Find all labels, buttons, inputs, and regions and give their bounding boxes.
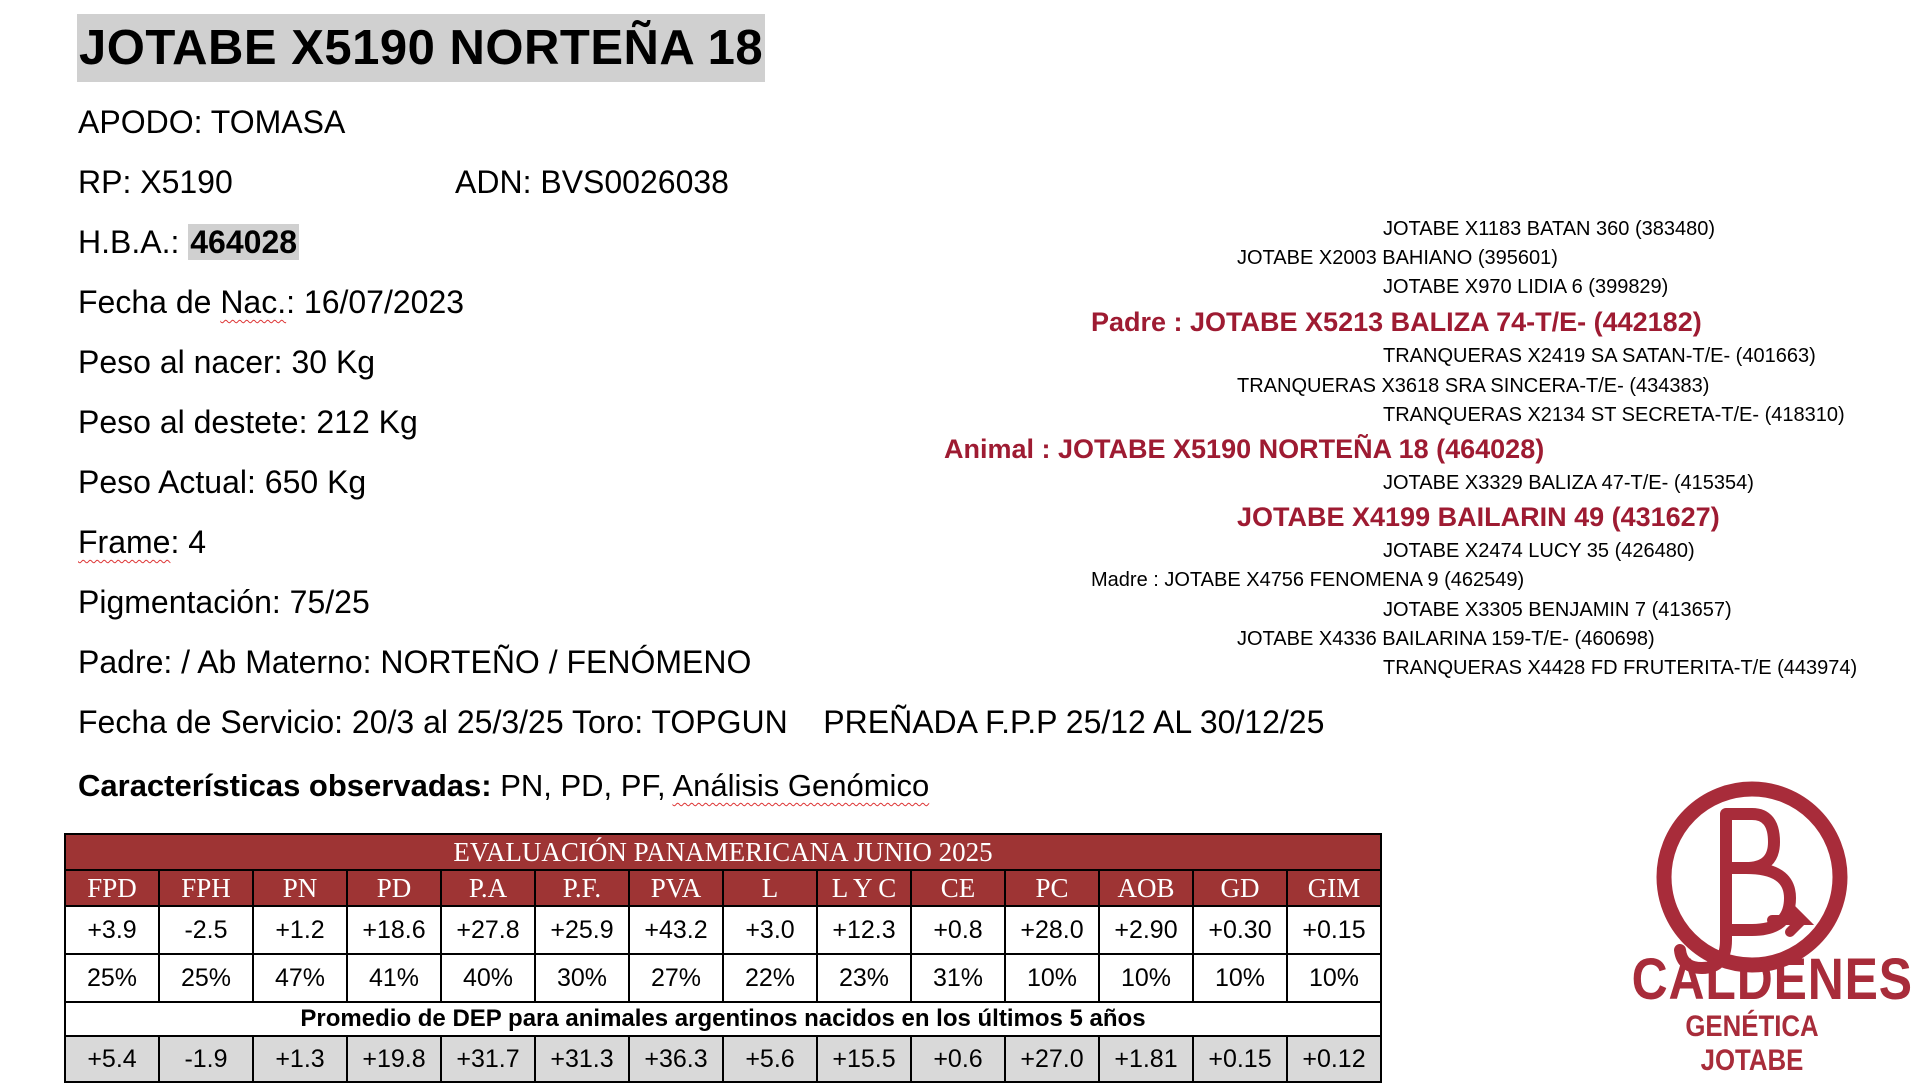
- brand-subtitle: GENÉTICA JOTABE: [1685, 1010, 1819, 1077]
- fecha-label: Fecha de: [78, 284, 221, 320]
- peso-nacer: Peso al nacer: 30 Kg: [78, 344, 376, 380]
- evaluation-note: Promedio de DEP para animales argentinos nacidos en los últimos 5 años: [65, 1002, 1381, 1036]
- eval-average-cell: +31.3: [535, 1036, 629, 1082]
- eval-percentile-cell: 10%: [1005, 954, 1099, 1002]
- page-title: JOTABE X5190 NORTEÑA 18: [77, 14, 765, 82]
- pedigree-line: JOTABE X970 LIDIA 6 (399829): [1383, 276, 1669, 298]
- pedigree-animal: Animal : JOTABE X5190 NORTEÑA 18 (464028): [944, 434, 1545, 464]
- eval-percentile-cell: 23%: [817, 954, 911, 1002]
- eval-dep-cell: +25.9: [535, 906, 629, 954]
- frame: [78, 522, 206, 562]
- eval-percentile-cell: 25%: [65, 954, 159, 1002]
- hba-value: 464028: [190, 224, 298, 260]
- pedigree-line: JOTABE X3305 BENJAMIN 7 (413657): [1383, 599, 1732, 621]
- apodo: APODO: TOMASA: [78, 104, 346, 140]
- evaluation-table: [64, 833, 1382, 1083]
- eval-average-cell: +0.6: [911, 1036, 1005, 1082]
- eval-dep-cell: +3.0: [723, 906, 817, 954]
- eval-percentile-cell: 41%: [347, 954, 441, 1002]
- eval-dep-cell: +1.2: [253, 906, 347, 954]
- eval-average-cell: +5.6: [723, 1036, 817, 1082]
- pedigree-padre: Padre : JOTABE X5213 BALIZA 74-T/E- (442182): [1091, 307, 1702, 337]
- eval-header-cell: PC: [1005, 870, 1099, 906]
- pigmentacion: Pigmentación: 75/25: [78, 584, 370, 620]
- eval-percentile-cell: 27%: [629, 954, 723, 1002]
- eval-percentile-cell: 47%: [253, 954, 347, 1002]
- fecha-value: : 16/07/2023: [286, 284, 465, 320]
- pedigree-line: JOTABE X3329 BALIZA 47-T/E- (415354): [1383, 472, 1754, 494]
- eval-percentile-cell: 25%: [159, 954, 253, 1002]
- eval-header-cell: AOB: [1099, 870, 1193, 906]
- pedigree-line: JOTABE X1183 BATAN 360 (383480): [1383, 218, 1716, 240]
- eval-average-cell: +19.8: [347, 1036, 441, 1082]
- frame-value: : 4: [170, 524, 207, 560]
- pedigree-line: JOTABE X4336 BAILARINA 159-T/E- (460698): [1237, 628, 1655, 650]
- adn: ADN: BVS0026038: [455, 164, 729, 200]
- eval-percentile-cell: 10%: [1099, 954, 1193, 1002]
- pedigree-line: TRANQUERAS X4428 FD FRUTERITA-T/E (443974): [1383, 657, 1858, 679]
- pedigree-madre: Madre : JOTABE X4756 FENOMENA 9 (462549): [1091, 569, 1525, 591]
- eval-percentile-cell: 40%: [441, 954, 535, 1002]
- eval-average-cell: +15.5: [817, 1036, 911, 1082]
- eval-average-cell: -1.9: [159, 1036, 253, 1082]
- eval-percentile-cell: 30%: [535, 954, 629, 1002]
- rp: RP: X5190: [78, 164, 233, 200]
- eval-average-cell: +31.7: [441, 1036, 535, 1082]
- fecha-nac-abbrev: Nac.: [220, 284, 287, 320]
- padre-ab-materno: Padre: / Ab Materno: NORTEÑO / FENÓMENO: [78, 644, 752, 680]
- pedigree-line: JOTABE X2003 BAHIANO (395601): [1237, 247, 1558, 269]
- evaluation-title: EVALUACIÓN PANAMERICANA JUNIO 2025: [65, 834, 1381, 870]
- hba-label: H.B.A.:: [78, 224, 189, 260]
- eval-header-cell: P.A: [441, 870, 535, 906]
- eval-header-cell: PN: [253, 870, 347, 906]
- eval-dep-cell: +27.8: [441, 906, 535, 954]
- eval-average-cell: +1.3: [253, 1036, 347, 1082]
- peso-destete: Peso al destete: 212 Kg: [78, 404, 418, 440]
- eval-header-cell: P.F.: [535, 870, 629, 906]
- eval-dep-cell: +2.90: [1099, 906, 1193, 954]
- hba: [78, 222, 299, 262]
- pedigree-line: TRANQUERAS X3618 SRA SINCERA-T/E- (434383): [1237, 375, 1710, 397]
- eval-average-cell: +1.81: [1099, 1036, 1193, 1082]
- eval-percentile-cell: 10%: [1193, 954, 1287, 1002]
- eval-header-cell: CE: [911, 870, 1005, 906]
- eval-header-cell: PVA: [629, 870, 723, 906]
- eval-dep-cell: +28.0: [1005, 906, 1099, 954]
- eval-header-cell: GIM: [1287, 870, 1381, 906]
- eval-dep-cell: +0.8: [911, 906, 1005, 954]
- eval-dep-cell: +12.3: [817, 906, 911, 954]
- eval-dep-cell: -2.5: [159, 906, 253, 954]
- eval-header-cell: GD: [1193, 870, 1287, 906]
- eval-dep-cell: +43.2: [629, 906, 723, 954]
- eval-dep-cell: +0.30: [1193, 906, 1287, 954]
- pedigree-abuelo: JOTABE X4199 BAILARIN 49 (431627): [1237, 502, 1720, 532]
- brand-name: CALDENES: [1631, 947, 1913, 1012]
- frame-label: Frame: [78, 524, 171, 560]
- eval-header-cell: L Y C: [817, 870, 911, 906]
- observadas-genomico: Análisis Genómico: [672, 768, 930, 803]
- eval-percentile-cell: 31%: [911, 954, 1005, 1002]
- pedigree-line: TRANQUERAS X2134 ST SECRETA-T/E- (418310): [1383, 404, 1845, 426]
- eval-average-cell: +36.3: [629, 1036, 723, 1082]
- observadas-label: Características observadas:: [78, 768, 492, 803]
- eval-dep-row: [65, 906, 1381, 954]
- eval-average-cell: +0.12: [1287, 1036, 1381, 1082]
- eval-average-cell: +5.4: [65, 1036, 159, 1082]
- eval-percentile-cell: 22%: [723, 954, 817, 1002]
- eval-header-cell: FPH: [159, 870, 253, 906]
- caracteristicas-observadas: [78, 766, 929, 806]
- pedigree-line: JOTABE X2474 LUCY 35 (426480): [1383, 540, 1695, 562]
- eval-header-row: [65, 870, 1381, 906]
- eval-average-cell: +27.0: [1005, 1036, 1099, 1082]
- eval-header-cell: L: [723, 870, 817, 906]
- eval-dep-cell: +0.15: [1287, 906, 1381, 954]
- peso-actual: Peso Actual: 650 Kg: [78, 464, 367, 500]
- eval-percentile-cell: 10%: [1287, 954, 1381, 1002]
- eval-header-cell: PD: [347, 870, 441, 906]
- eval-dep-cell: +3.9: [65, 906, 159, 954]
- eval-average-row: [65, 1036, 1381, 1082]
- fecha-servicio: Fecha de Servicio: 20/3 al 25/3/25 Toro: TOPGUN PREÑADA F.P.P 25/12 AL 30/12/25: [78, 704, 1325, 740]
- eval-dep-cell: +18.6: [347, 906, 441, 954]
- observadas-values: PN, PD, PF,: [491, 768, 673, 803]
- eval-percentile-row: [65, 954, 1381, 1002]
- fecha-nac: [78, 282, 464, 322]
- pedigree-line: TRANQUERAS X2419 SA SATAN-T/E- (401663): [1383, 345, 1816, 367]
- eval-average-cell: +0.15: [1193, 1036, 1287, 1082]
- eval-header-cell: FPD: [65, 870, 159, 906]
